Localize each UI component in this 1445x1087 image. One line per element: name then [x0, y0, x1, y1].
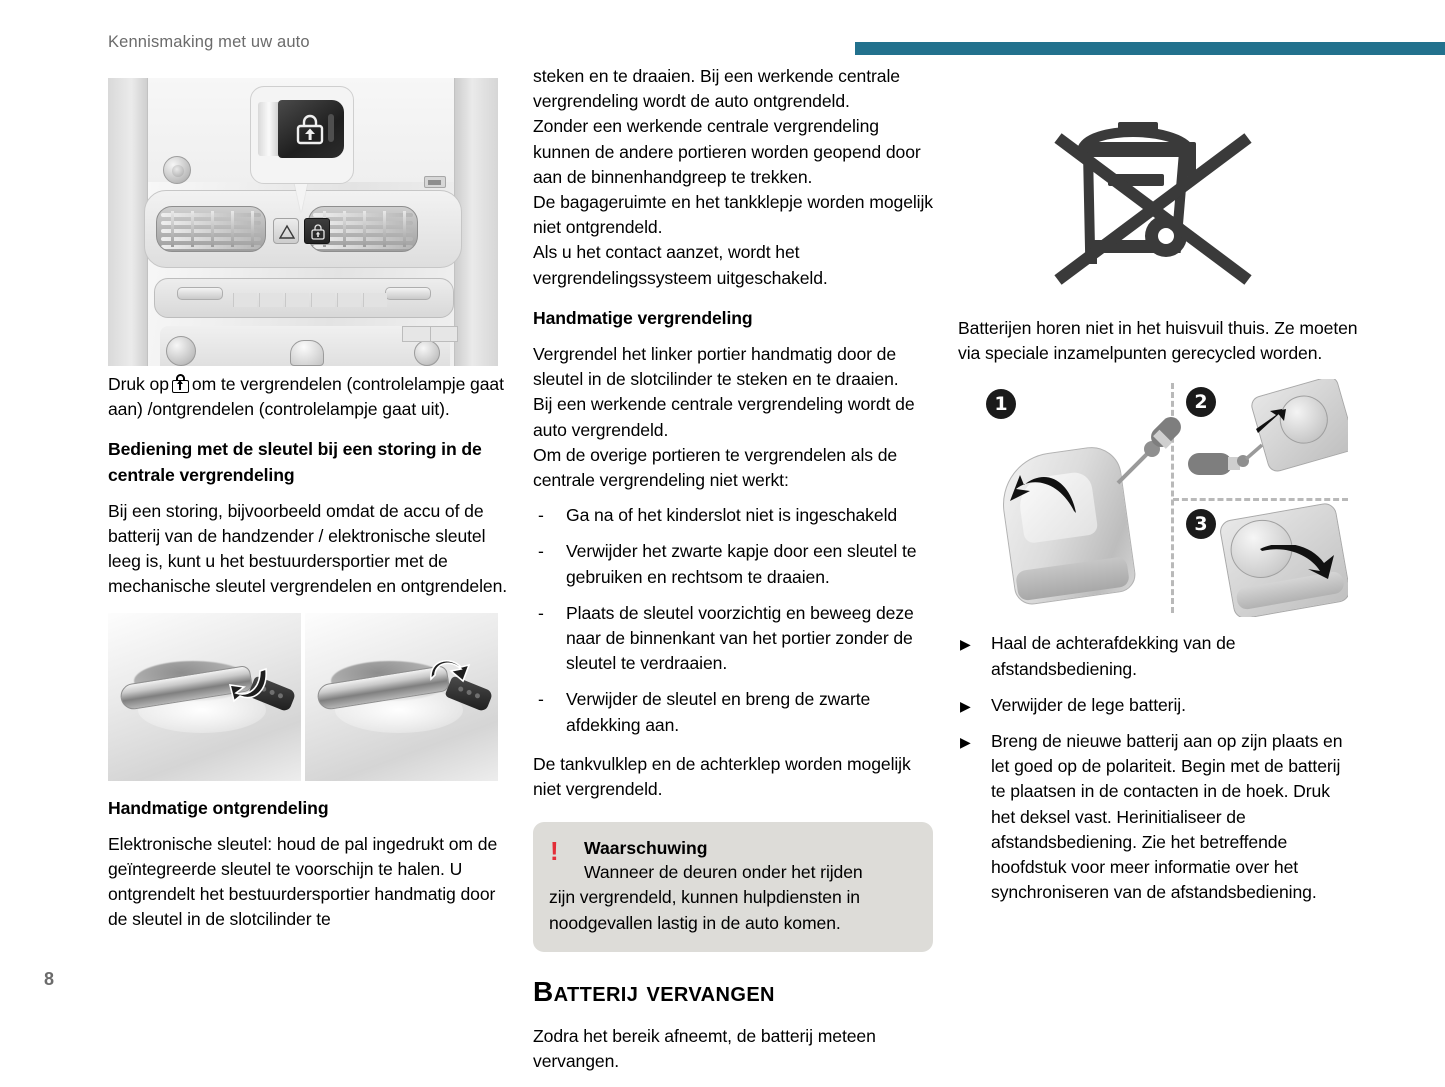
step-number-1: 1 — [986, 389, 1016, 419]
exclamation-mark-icon: ! — [550, 836, 559, 867]
paragraph-lock-button — [108, 372, 508, 422]
warning-callout — [533, 822, 933, 952]
column-2 — [533, 64, 933, 1087]
paragraph-manual-locking-2: Bij een werkende centrale vergrendeling wordt de auto vergrendeld. — [533, 394, 915, 440]
triangle-bullet-icon: ▶ — [960, 697, 971, 714]
list-item-label: Verwijder de lege batterij. — [991, 694, 1186, 715]
paragraph-continued-3: De bagageruimte en het tankklepje worden mogelijk niet ontgrendeld. — [533, 192, 933, 238]
rotate-arrow-left-icon — [1004, 471, 1076, 519]
list-item-label: Verwijder het zwarte kapje door een sleutel te gebruiken en rechtsom te draaien. — [566, 541, 917, 587]
padlock-icon-large — [295, 114, 325, 146]
paragraph-fuel-flap: De tankvulklep en de achterklep worden mogelijk niet vergrendeld. — [533, 753, 911, 800]
dashboard-usb-port — [424, 176, 446, 188]
warning-body — [549, 860, 917, 936]
console-dial-right — [414, 340, 440, 366]
hazard-warning-button — [273, 218, 299, 244]
step-divider-horizontal — [1173, 498, 1348, 501]
list-item — [533, 687, 933, 737]
hazard-triangle-icon — [279, 224, 295, 240]
padlock-lock-icon — [172, 374, 189, 393]
manual-locking-steps-list — [533, 503, 933, 738]
page-number: 8 — [44, 969, 55, 989]
list-item-label: Ga na of het kinderslot niet is ingeschakeld — [566, 505, 898, 526]
console-buttons-right — [402, 326, 458, 342]
list-item — [958, 729, 1358, 905]
list-item — [533, 601, 933, 677]
console-dial-left — [166, 336, 196, 366]
dash-bullet: - — [538, 689, 544, 710]
paragraph-battery-replacement: Zodra het bereik afneemt, de batterij meteen vervangen. — [533, 1025, 876, 1072]
heading-manual-locking: Handmatige vergrendeling — [533, 307, 753, 328]
triangle-bullet-icon: ▶ — [960, 734, 971, 751]
rotate-arrow-right-icon — [1258, 545, 1338, 591]
list-item — [958, 693, 1358, 718]
screwdriver-icon — [1186, 435, 1264, 495]
paragraph-continued-1: steken en te draaien. Bij een werkende centrale vergrendeling wordt de auto ontgrendeld. — [533, 66, 900, 112]
paragraph-manual-unlocking: Elektronische sleutel: houd de pal ingedrukt om de geïntegreerde sleutel te voorschijn te halen. U ontgrendelt het bestuurdersportier handmatig door de sleutel in de slotcilinder te — [108, 833, 498, 930]
step-number-3: 3 — [1186, 509, 1216, 539]
central-locking-button — [304, 218, 330, 244]
list-item-label: Breng de nieuwe batterij aan op zijn plaats en let goed op de polariteit. Begin met de batterij te plaatsen in de contacten in de hoek. Druk het deksel vast. Herinitialiseer de afstandsbediening. Zie het betreffende hoofdstuk voor meer informatie over het synchroniseren van de afstandsbediening. — [991, 731, 1343, 903]
door-handle-figure — [108, 613, 498, 781]
paragraph-text-after-icon: om te vergrendelen (controlelampje gaat aan) /ontgrendelen (controlelampje gaat uit). — [108, 374, 504, 420]
dashboard-left-trim — [108, 78, 148, 366]
rotate-arrow-left-icon — [226, 663, 270, 707]
running-head: Kennismaking met uw auto — [108, 33, 310, 51]
dashboard-console-figure — [108, 78, 498, 366]
callout-lock-button — [278, 100, 344, 158]
weee-symbol-figure — [958, 102, 1348, 294]
triangle-bullet-icon: ▶ — [960, 636, 971, 653]
list-item-label: Plaats de sleutel voorzichtig en beweeg deze naar de binnenkant van het portier zonder de sleutel te verdraaien. — [566, 602, 914, 674]
paragraph-continued-2: Zonder een werkende centrale vergrendeling kunnen de andere portieren worden geopend door aan de binnenhandgreep te trekken. — [533, 116, 921, 187]
header-rule — [855, 42, 1445, 55]
list-item — [533, 539, 933, 589]
warning-body-line-1: Wanneer de deuren onder het rijden — [584, 862, 863, 883]
heading-manual-unlocking: Handmatige ontgrendeling — [108, 797, 329, 818]
gear-selector — [290, 340, 324, 366]
battery-replacement-steps-list — [958, 631, 1358, 905]
callout-tail — [294, 181, 308, 213]
heading-key-operation-fault: Bediening met de sleutel bij een storing in de centrale vergrendeling — [108, 439, 482, 485]
padlock-icon — [311, 224, 325, 240]
dashboard-lower-trim — [154, 278, 454, 318]
list-item — [533, 503, 933, 528]
air-vent-left — [156, 206, 266, 252]
list-item-label: Verwijder de sleutel en breng de zwarte afdekking aan. — [566, 689, 871, 735]
paragraph-manual-locking-1: Vergrendel het linker portier handmatig door de sleutel in de slotcilinder te steken en te draaien. — [533, 344, 899, 390]
warning-title: Waarschuwing — [584, 838, 708, 859]
heading-battery-replacement: Batterij vervangen — [533, 975, 775, 1007]
dash-bullet: - — [538, 602, 544, 623]
dash-bullet: - — [538, 505, 544, 526]
dashboard-rotary-knob — [163, 156, 191, 184]
paragraph-text-before-icon: Druk op — [108, 374, 169, 394]
warning-body-line-2: zijn vergrendeld, kunnen hulpdiensten in noodgevallen lastig in de auto komen. — [549, 887, 860, 933]
list-item-label: Haal de achterafdekking van de afstandsbediening. — [991, 633, 1236, 679]
column-1 — [108, 64, 508, 946]
list-item — [958, 631, 1358, 681]
paragraph-manual-locking-3: Om de overige portieren te vergrendelen als de centrale vergrendeling niet werkt: — [533, 444, 898, 491]
paragraph-fault-description: Bij een storing, bijvoorbeeld omdat de accu of de batterij van de handzender / elektronische sleutel leeg is, kunt u het bestuurdersportier met de mechanische sleutel vergrendelen en ontgrendelen. — [108, 500, 508, 597]
page-header — [0, 0, 1445, 64]
paragraph-continued-4: Als u het contact aanzet, wordt het vergrendelingssysteem uitgeschakeld. — [533, 242, 828, 288]
page-body — [0, 64, 1445, 1072]
battery-replacement-steps-figure — [958, 379, 1348, 617]
insert-arrow-icon — [1256, 407, 1288, 437]
column-3 — [958, 64, 1358, 916]
dash-bullet: - — [538, 541, 544, 562]
callout-chrome-trim — [258, 102, 280, 156]
screwdriver-icon — [1108, 409, 1194, 495]
paragraph-battery-recycling: Batterijen horen niet in het huisvuil thuis. Ze moeten via speciale inzamelpunten gerecycled worden. — [958, 318, 1358, 364]
door-handle-pane-left — [108, 613, 301, 781]
door-handle-pane-right — [305, 613, 498, 781]
crossed-out-wheeled-bin-icon — [958, 102, 1348, 294]
rotate-arrow-right-icon — [427, 659, 471, 703]
step-number-2: 2 — [1186, 387, 1216, 417]
